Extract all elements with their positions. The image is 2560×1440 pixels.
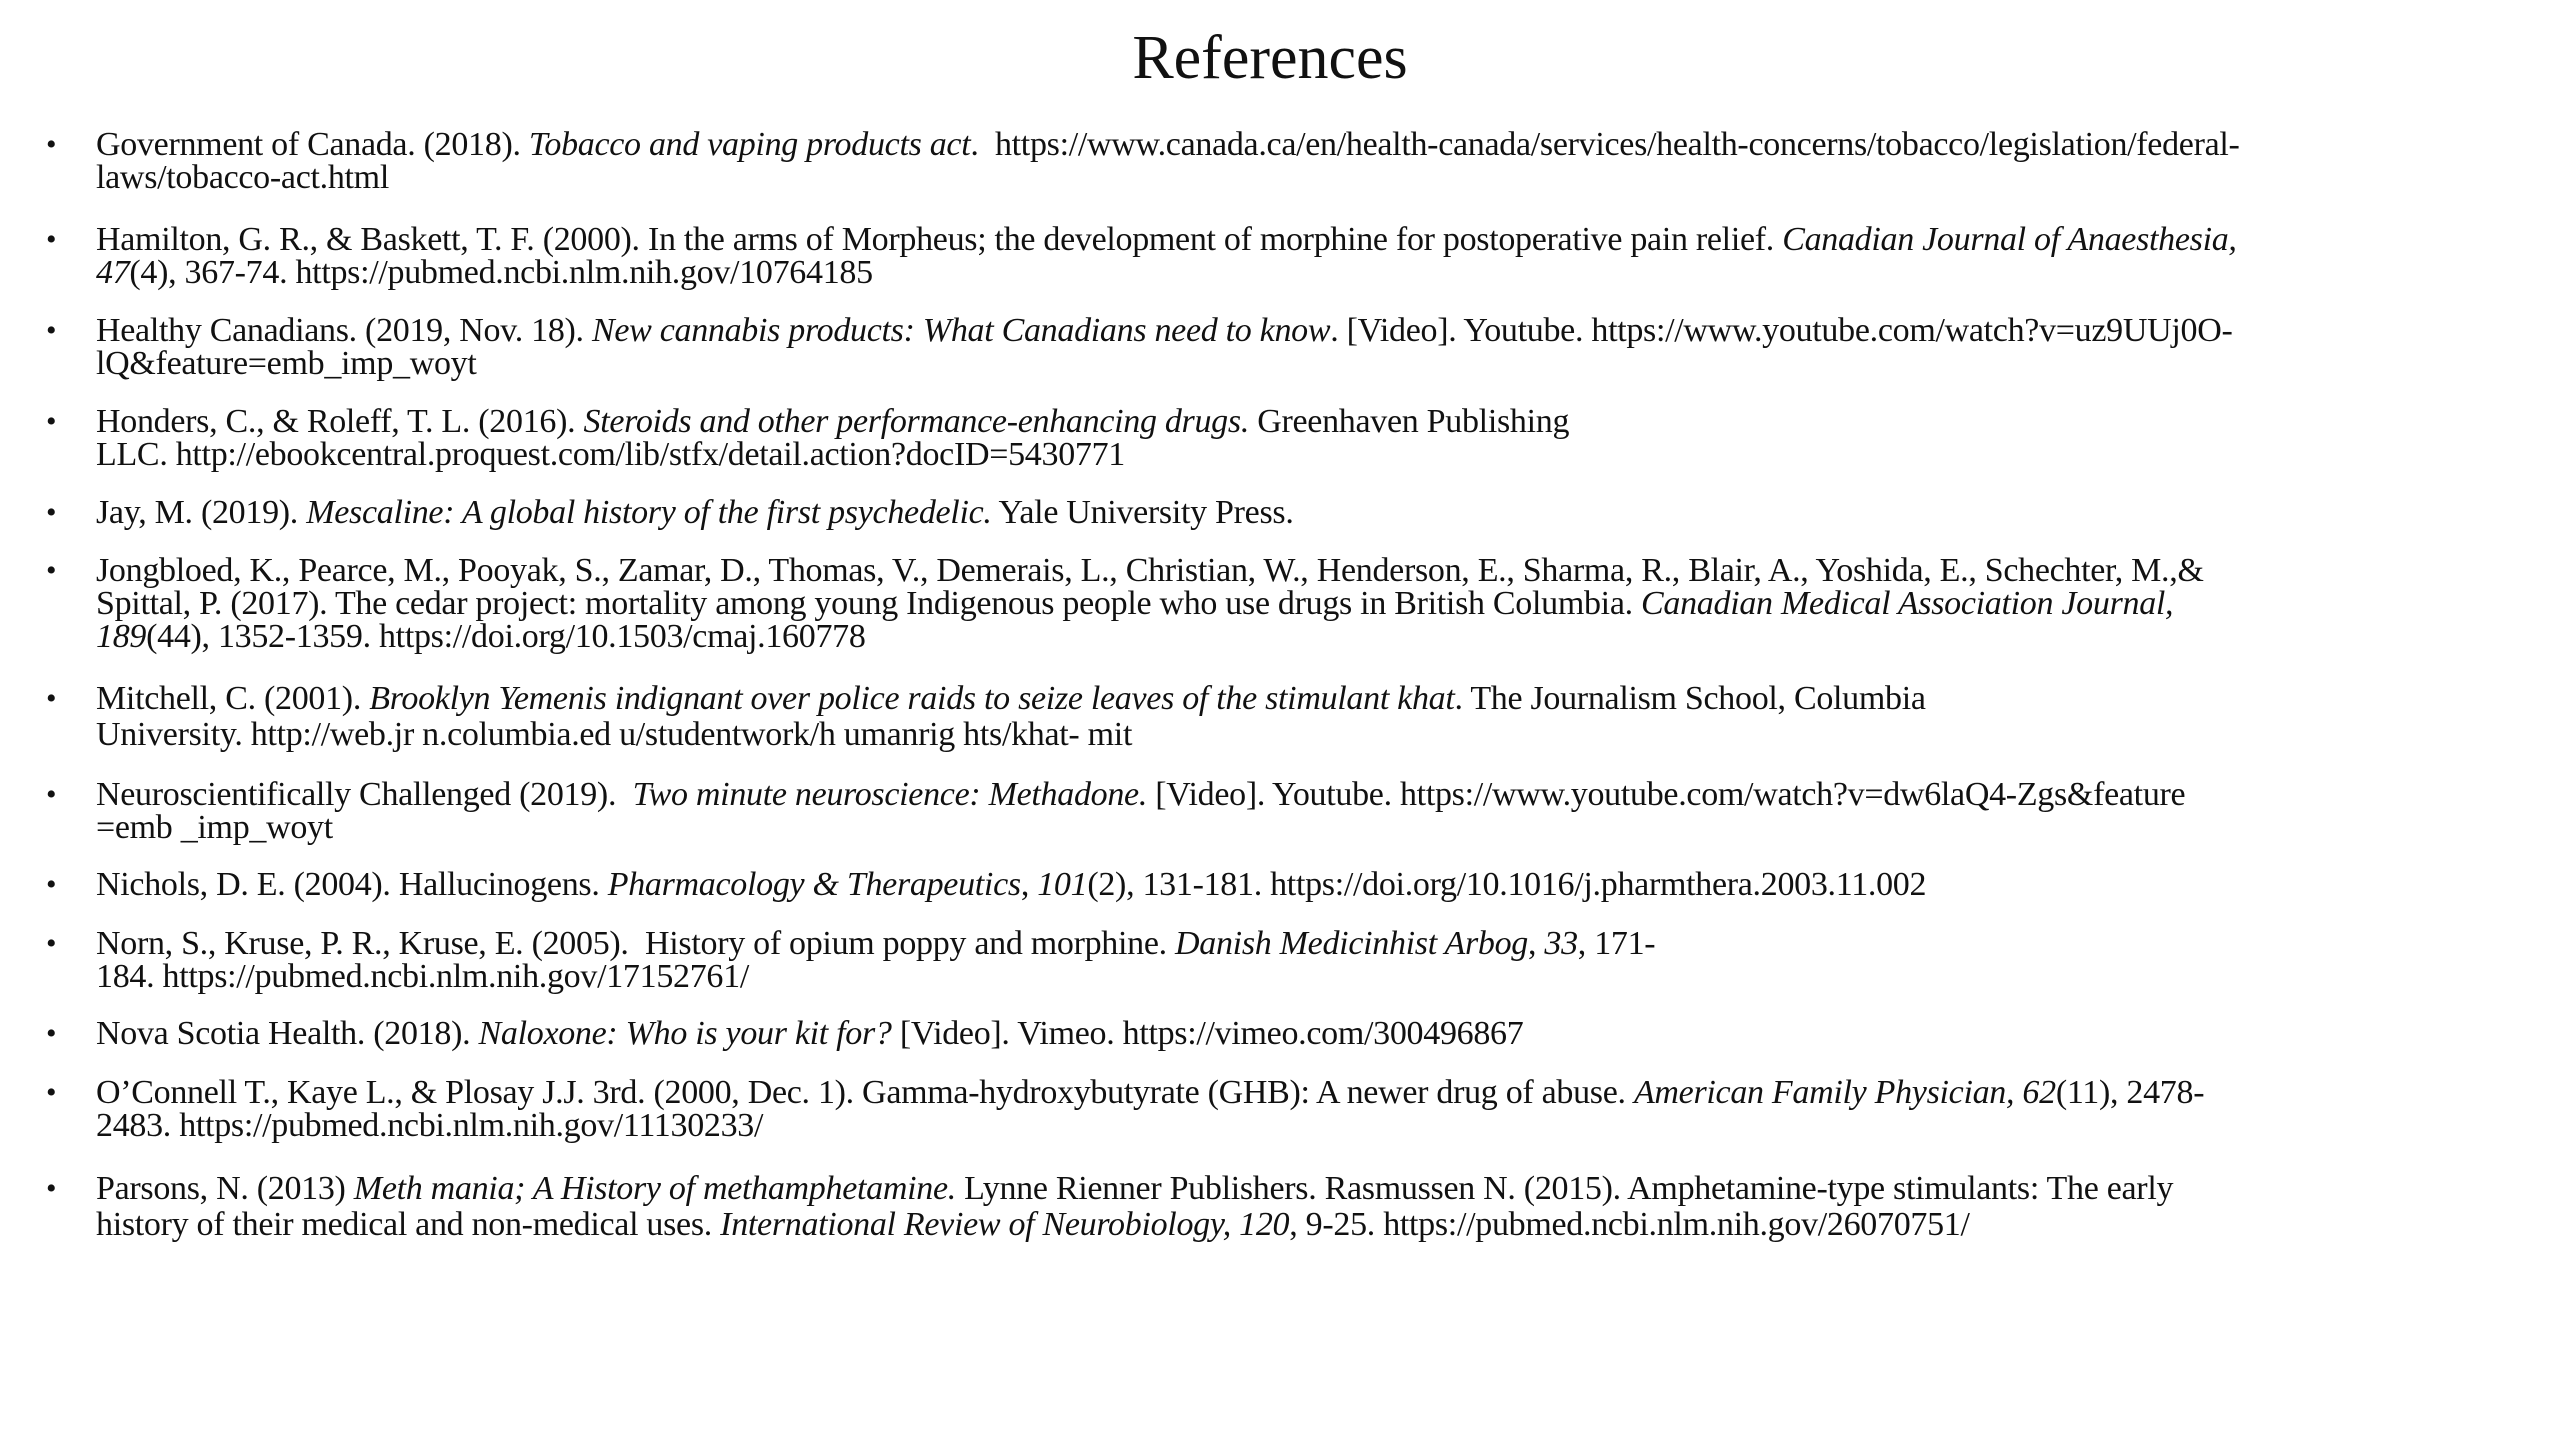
reference-italic-text: Naloxone: Who is your kit for? bbox=[478, 1015, 892, 1052]
bullet-icon: • bbox=[46, 1172, 57, 1205]
reference-text: (44), 1352-1359. https://doi.org/10.1503/cmaj.160778 bbox=[146, 618, 866, 655]
reference-text: Neuroscientifically Challenged (2019). bbox=[96, 776, 633, 813]
reference-italic-text: Pharmacology & Therapeutics bbox=[607, 866, 1021, 903]
reference-italic-text: Canadian Medical Association Journal, bbox=[1641, 585, 2174, 622]
reference-text: (2), 131-181. https://doi.org/10.1016/j.pharmthera.2003.11.002 bbox=[1087, 866, 1927, 903]
bullet-icon: • bbox=[46, 682, 57, 715]
reference-line bbox=[96, 682, 1926, 716]
bullet-icon: • bbox=[46, 927, 57, 960]
reference-text: 2483. https://pubmed.ncbi.nlm.nih.gov/11130233/ bbox=[96, 1107, 764, 1144]
reference-text: Nova Scotia Health. (2018). bbox=[96, 1015, 479, 1052]
reference-italic-text: 33 bbox=[1544, 925, 1578, 962]
reference-italic-text: 189 bbox=[96, 618, 147, 655]
reference-text: (4), 367-74. https://pubmed.ncbi.nlm.nih.gov/10764185 bbox=[129, 254, 873, 291]
reference-line bbox=[96, 811, 333, 845]
reference-text: laws/tobacco-act.html bbox=[96, 159, 389, 196]
reference-text: Jongbloed, K., Pearce, M., Pooyak, S., Zamar, D., Thomas, V., Demerais, L., Christian, W., Henderson, E., Sharma, R., Blair, A., Yoshida, E., Schechter, M.,& bbox=[96, 552, 2204, 589]
bullet-icon: • bbox=[46, 1017, 57, 1050]
reference-text: [Video]. Youtube. https://www.youtube.com/watch?v=dw6laQ4-Zgs&feature bbox=[1147, 776, 2186, 813]
reference-line bbox=[96, 960, 749, 994]
reference-italic-text: American Family Physician, 62 bbox=[1633, 1074, 2056, 1111]
bullet-icon: • bbox=[46, 314, 57, 347]
reference-text: Greenhaven Publishing bbox=[1249, 403, 1570, 440]
reference-line bbox=[96, 314, 2232, 348]
reference-text: , bbox=[1020, 866, 1038, 903]
reference-text: , 9-25. https://pubmed.ncbi.nlm.nih.gov/26070751/ bbox=[1289, 1206, 1970, 1243]
reference-line bbox=[96, 1017, 1523, 1051]
reference-text: Hamilton, G. R., & Baskett, T. F. (2000). In the arms of Morpheus; the development of morphine for postoperative pain relief. bbox=[96, 221, 1783, 258]
reference-italic-text: Tobacco and vaping products act bbox=[528, 126, 971, 163]
reference-text: Honders, C., & Roleff, T. L. (2016). bbox=[96, 403, 584, 440]
reference-line bbox=[96, 554, 2204, 588]
reference-italic-text: Danish Medicinhist Arbog bbox=[1175, 925, 1528, 962]
reference-text: lQ&feature=emb_imp_woyt bbox=[96, 345, 477, 382]
reference-line bbox=[96, 1109, 763, 1143]
reference-text: Jay, M. (2019). bbox=[96, 494, 307, 531]
reference-line bbox=[96, 128, 2240, 162]
reference-line bbox=[96, 223, 2237, 257]
reference-text: Government of Canada. (2018). bbox=[96, 126, 529, 163]
reference-italic-text: New cannabis products: What Canadians need to know bbox=[591, 312, 1331, 349]
reference-line bbox=[96, 161, 389, 195]
reference-text: LLC. http://ebookcentral.proquest.com/lib/stfx/detail.action?docID=5430771 bbox=[96, 436, 1126, 473]
reference-italic-text: 47 bbox=[96, 254, 130, 291]
bullet-icon: • bbox=[46, 554, 57, 587]
reference-text: , 171- bbox=[1577, 925, 1656, 962]
reference-text: 184. https://pubmed.ncbi.nlm.nih.gov/17152761/ bbox=[96, 958, 749, 995]
reference-line bbox=[96, 620, 866, 654]
reference-text: =emb _imp_woyt bbox=[96, 809, 333, 846]
reference-italic-text: Brooklyn Yemenis indignant over police raids to seize leaves of the stimulant khat bbox=[369, 680, 1455, 717]
reference-text: Lynne Rienner Publishers. Rasmussen N. (2015). Amphetamine-type stimulants: The early bbox=[955, 1170, 2174, 1207]
reference-italic-text: 101 bbox=[1037, 866, 1088, 903]
reference-line bbox=[96, 1208, 1970, 1242]
reference-text: . The Journalism School, Columbia bbox=[1454, 680, 1926, 717]
reference-italic-text: Steroids and other performance-enhancing drugs. bbox=[583, 403, 1250, 440]
reference-italic-text: International Review of Neurobiology, 120 bbox=[720, 1206, 1290, 1243]
reference-line bbox=[96, 405, 1569, 439]
reference-line bbox=[96, 868, 1926, 902]
bullet-icon: • bbox=[46, 1076, 57, 1109]
reference-line bbox=[96, 927, 1655, 961]
reference-text: [Video]. Vimeo. https://vimeo.com/300496867 bbox=[891, 1015, 1524, 1052]
bullet-icon: • bbox=[46, 868, 57, 901]
reference-text: , bbox=[1527, 925, 1545, 962]
reference-text: Nichols, D. E. (2004). Hallucinogens. bbox=[96, 866, 608, 903]
reference-line bbox=[96, 1172, 2173, 1206]
reference-text: Parsons, N. (2013) bbox=[96, 1170, 354, 1207]
bullet-icon: • bbox=[46, 778, 57, 811]
reference-line bbox=[96, 587, 2173, 621]
reference-line bbox=[96, 256, 873, 290]
reference-italic-text: Canadian Journal of Anaesthesia, bbox=[1782, 221, 2237, 258]
reference-line bbox=[96, 778, 2185, 812]
bullet-icon: • bbox=[46, 496, 57, 529]
reference-text: . https://www.canada.ca/en/health-canada/services/health-concerns/tobacco/legislation/federal- bbox=[970, 126, 2240, 163]
reference-text: University. http://web.jr n.columbia.ed u/studentwork/h umanrig hts/khat- mit bbox=[96, 716, 1133, 753]
reference-text: Yale University Press. bbox=[991, 494, 1294, 531]
reference-line bbox=[96, 718, 1132, 752]
reference-italic-text: Meth mania; A History of methamphetamine. bbox=[353, 1170, 956, 1207]
reference-italic-text: Two minute neuroscience: Methadone. bbox=[632, 776, 1148, 813]
bullet-icon: • bbox=[46, 405, 57, 438]
reference-line bbox=[96, 347, 477, 381]
reference-text: (11), 2478- bbox=[2055, 1074, 2205, 1111]
reference-line bbox=[96, 438, 1125, 472]
reference-italic-text: Mescaline: A global history of the first psychedelic. bbox=[306, 494, 992, 531]
page-title: References bbox=[1132, 24, 1408, 92]
reference-line bbox=[96, 496, 1294, 530]
reference-text: Norn, S., Kruse, P. R., Kruse, E. (2005). History of opium poppy and morphine. bbox=[96, 925, 1176, 962]
reference-text: Spittal, P. (2017). The cedar project: mortality among young Indigenous people who use drugs in British Columbia. bbox=[96, 585, 1642, 622]
reference-line bbox=[96, 1076, 2204, 1110]
reference-text: O’Connell T., Kaye L., & Plosay J.J. 3rd. (2000, Dec. 1). Gamma-hydroxybutyrate (GHB): A newer drug of abuse. bbox=[96, 1074, 1634, 1111]
reference-text: history of their medical and non-medical uses. bbox=[96, 1206, 721, 1243]
reference-text: Mitchell, C. (2001). bbox=[96, 680, 370, 717]
bullet-icon: • bbox=[46, 128, 57, 161]
reference-text: . [Video]. Youtube. https://www.youtube.com/watch?v=uz9UUj0O- bbox=[1330, 312, 2233, 349]
bullet-icon: • bbox=[46, 223, 57, 256]
reference-text: Healthy Canadians. (2019, Nov. 18). bbox=[96, 312, 592, 349]
